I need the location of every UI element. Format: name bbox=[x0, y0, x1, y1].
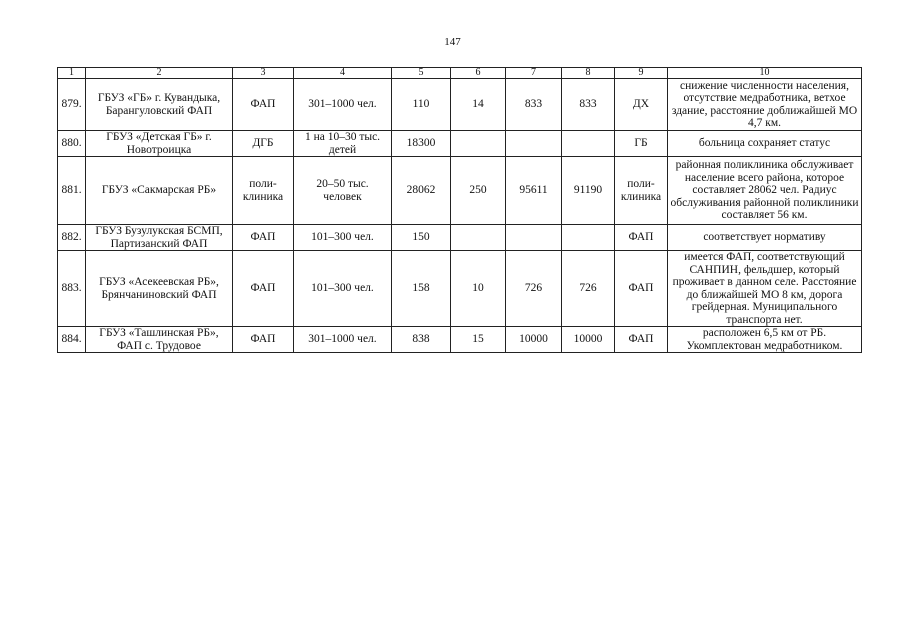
value-cell: 250 bbox=[451, 157, 506, 225]
status-cell: поли-клиника bbox=[615, 157, 668, 225]
status-cell: ФАП bbox=[615, 225, 668, 251]
status-cell: ДХ bbox=[615, 79, 668, 131]
value-cell bbox=[562, 225, 615, 251]
value-cell: 158 bbox=[392, 251, 451, 327]
header-cell: 4 bbox=[294, 68, 392, 79]
value-cell bbox=[506, 131, 562, 157]
value-cell: 14 bbox=[451, 79, 506, 131]
note-cell: расположен 6,5 км от РБ. Укомплектован медработником. bbox=[668, 327, 862, 353]
row-number: 880. bbox=[58, 131, 86, 157]
facility-table bbox=[57, 67, 862, 353]
value-cell: 18300 bbox=[392, 131, 451, 157]
row-number: 884. bbox=[58, 327, 86, 353]
institution-cell: ГБУЗ «Ташлинская РБ», ФАП с. Трудовое bbox=[86, 327, 233, 353]
population-cell: 301–1000 чел. bbox=[294, 79, 392, 131]
value-cell: 95611 bbox=[506, 157, 562, 225]
institution-cell: ГБУЗ «Сакмарская РБ» bbox=[86, 157, 233, 225]
note-cell: имеется ФАП, соответствующий САНПИН, фельдшер, который проживает в данном селе. Расстояние до ближайшей МО 8 км, дорога грейдерная. Муниципального транспорта нет. bbox=[668, 251, 862, 327]
type-cell: ФАП bbox=[233, 251, 294, 327]
table-row bbox=[58, 225, 862, 251]
type-cell: ДГБ bbox=[233, 131, 294, 157]
row-number: 882. bbox=[58, 225, 86, 251]
note-cell: снижение численности населения, отсутствие медработника, ветхое здание, расстояние доближайшей МО 4,7 км. bbox=[668, 79, 862, 131]
population-cell: 301–1000 чел. bbox=[294, 327, 392, 353]
value-cell: 15 bbox=[451, 327, 506, 353]
row-number: 883. bbox=[58, 251, 86, 327]
table-row bbox=[58, 131, 862, 157]
table-row bbox=[58, 79, 862, 131]
row-number: 881. bbox=[58, 157, 86, 225]
header-cell: 9 bbox=[615, 68, 668, 79]
value-cell: 833 bbox=[562, 79, 615, 131]
row-number: 879. bbox=[58, 79, 86, 131]
institution-cell: ГБУЗ Бузулукская БСМП, Партизанский ФАП bbox=[86, 225, 233, 251]
value-cell bbox=[451, 131, 506, 157]
table-row bbox=[58, 327, 862, 353]
population-cell: 101–300 чел. bbox=[294, 251, 392, 327]
value-cell: 91190 bbox=[562, 157, 615, 225]
value-cell: 726 bbox=[562, 251, 615, 327]
type-cell: ФАП bbox=[233, 79, 294, 131]
header-cell: 10 bbox=[668, 68, 862, 79]
institution-cell: ГБУЗ «Детская ГБ» г. Новотроицка bbox=[86, 131, 233, 157]
institution-cell: ГБУЗ «ГБ» г. Кувандыка, Барангуловский ФАП bbox=[86, 79, 233, 131]
header-cell: 1 bbox=[58, 68, 86, 79]
table-row bbox=[58, 157, 862, 225]
value-cell: 10000 bbox=[562, 327, 615, 353]
value-cell: 28062 bbox=[392, 157, 451, 225]
value-cell bbox=[506, 225, 562, 251]
institution-cell: ГБУЗ «Асекеевская РБ», Брянчаниновский ФАП bbox=[86, 251, 233, 327]
header-row bbox=[58, 68, 862, 79]
type-cell: ФАП bbox=[233, 327, 294, 353]
note-cell: районная поликлиника обслуживает население всего района, которое составляет 28062 чел. Радиус обслуживания районной поликлиники составляет 56 км. bbox=[668, 157, 862, 225]
type-cell: ФАП bbox=[233, 225, 294, 251]
value-cell: 10 bbox=[451, 251, 506, 327]
status-cell: ГБ bbox=[615, 131, 668, 157]
value-cell bbox=[562, 131, 615, 157]
status-cell: ФАП bbox=[615, 251, 668, 327]
value-cell: 833 bbox=[506, 79, 562, 131]
type-cell: поли-клиника bbox=[233, 157, 294, 225]
header-cell: 3 bbox=[233, 68, 294, 79]
value-cell: 110 bbox=[392, 79, 451, 131]
header-cell: 6 bbox=[451, 68, 506, 79]
status-cell: ФАП bbox=[615, 327, 668, 353]
population-cell: 1 на 10–30 тыс. детей bbox=[294, 131, 392, 157]
value-cell: 726 bbox=[506, 251, 562, 327]
value-cell: 838 bbox=[392, 327, 451, 353]
header-cell: 5 bbox=[392, 68, 451, 79]
table-row bbox=[58, 251, 862, 327]
value-cell bbox=[451, 225, 506, 251]
header-cell: 7 bbox=[506, 68, 562, 79]
page-number: 147 bbox=[444, 36, 461, 48]
header-cell: 8 bbox=[562, 68, 615, 79]
header-cell: 2 bbox=[86, 68, 233, 79]
population-cell: 101–300 чел. bbox=[294, 225, 392, 251]
note-cell: соответствует нормативу bbox=[668, 225, 862, 251]
population-cell: 20–50 тыс. человек bbox=[294, 157, 392, 225]
value-cell: 150 bbox=[392, 225, 451, 251]
value-cell: 10000 bbox=[506, 327, 562, 353]
note-cell: больница сохраняет статус bbox=[668, 131, 862, 157]
